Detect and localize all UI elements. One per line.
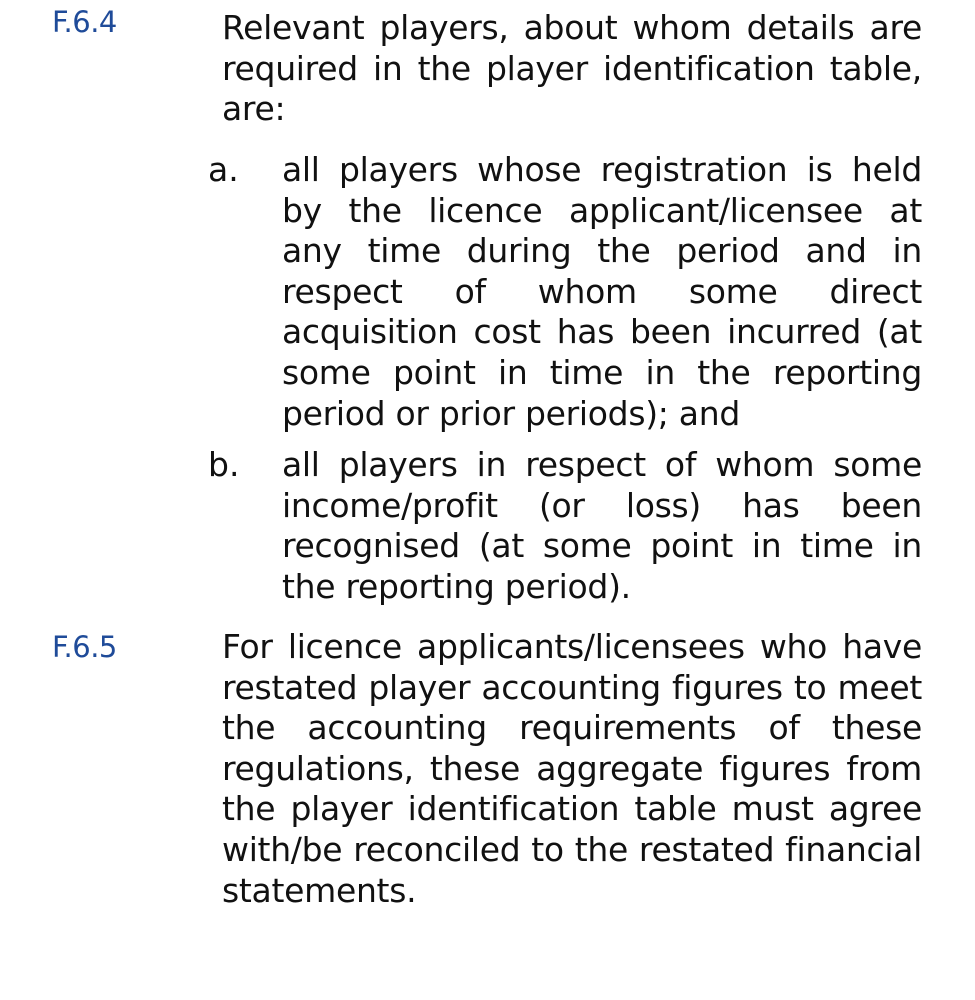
section-number: F.6.5 (52, 630, 117, 664)
section-paragraph: Relevant players, about whom details are required in the player identification table, are: (222, 8, 922, 129)
section-paragraph: For licence applicants/licensees who have restated player accounting figures to meet the accounting requirements of these regulations, these aggregate figures from the player identification table must agree with/be reconciled to the restated financial statements. (222, 627, 922, 910)
list-item-marker: b. (208, 445, 240, 484)
list-item-marker: a. (208, 150, 239, 189)
list-item-text: all players whose registration is held by the licence applicant/licensee at any time during the period and in respect of whom some direct acquisition cost has been incurred (at some point in time in the reporting period or prior periods); and (282, 150, 922, 433)
section-number: F.6.4 (52, 5, 117, 39)
list-item-text: all players in respect of whom some income/profit (or loss) has been recognised (at some point in time in the reporting period). (282, 445, 922, 606)
